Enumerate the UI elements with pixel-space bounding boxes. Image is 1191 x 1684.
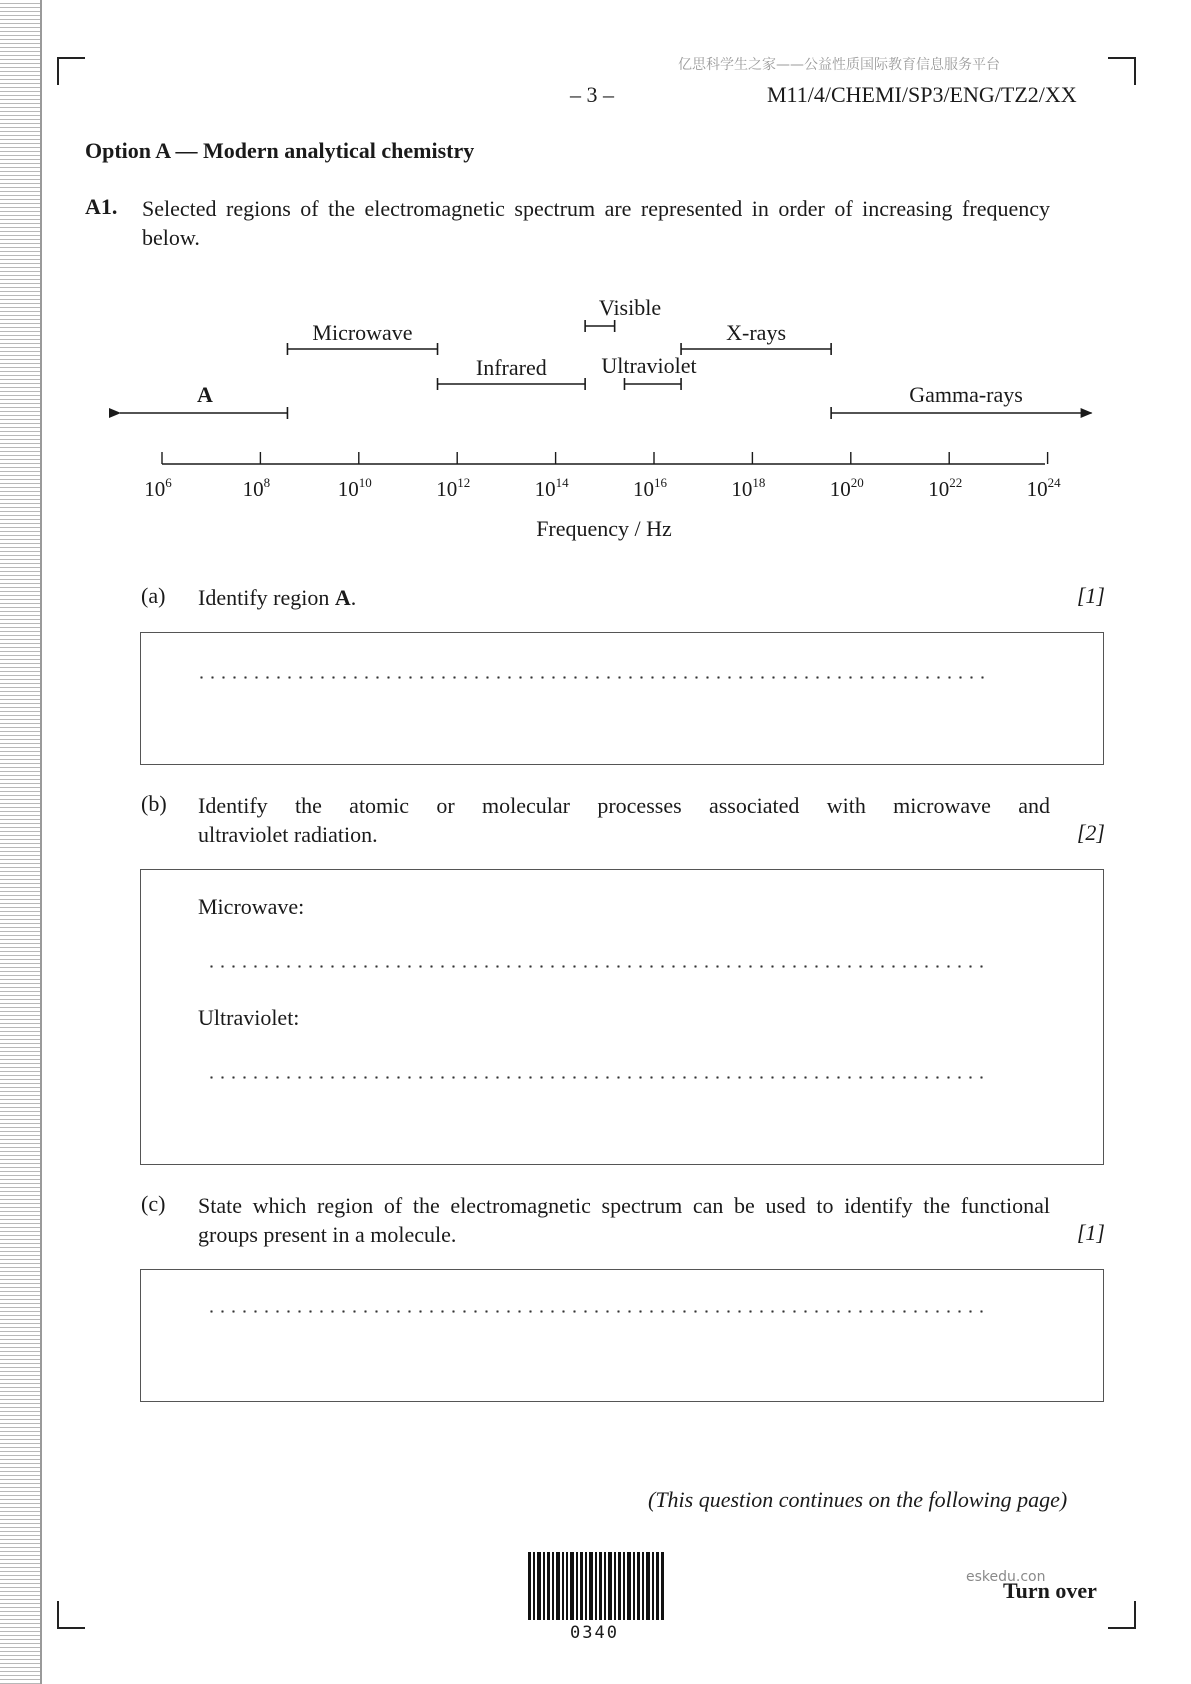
tick-label-24: $10^{24}$ — [1026, 475, 1061, 501]
barcode — [528, 1552, 664, 1622]
tick-label-14: $10^{14}$ — [534, 475, 569, 501]
tick-label-12: $10^{12}$ — [436, 475, 471, 501]
microwave-answer-line[interactable] — [206, 965, 986, 968]
part-a-text — [198, 583, 1050, 612]
document-code: M11/4/CHEMI/SP3/ENG/TZ2/XX — [767, 82, 1077, 107]
part-c-text-line2: groups present in a molecule. — [198, 1222, 457, 1247]
spectrum-diagram — [0, 280, 1191, 550]
region-ultraviolet-label: Ultraviolet — [601, 353, 697, 378]
frequency-axis-label: Frequency / Hz — [536, 516, 672, 541]
part-c-label: (c) — [141, 1191, 166, 1216]
watermark-top: 亿思科学生之家——公益性质国际教育信息服务平台 — [678, 57, 1000, 73]
part-a-answer-line[interactable] — [196, 676, 986, 679]
frequency-axis-ticks — [144, 452, 1061, 501]
part-c-text-line1: State which region of the electromagnetic spectrum can be used to identify the functional — [198, 1193, 1050, 1218]
region-visible-label: Visible — [598, 295, 662, 320]
ultraviolet-field-label: Ultraviolet: — [198, 1005, 300, 1030]
watermark-bottom: eskedu.con — [966, 1569, 1046, 1585]
part-b-text — [198, 791, 1050, 849]
part-c-text — [198, 1191, 1050, 1249]
part-c-answer-line[interactable] — [206, 1310, 986, 1313]
tick-label-18: $10^{18}$ — [731, 475, 766, 501]
region-infrared-label: Infrared — [475, 355, 547, 380]
tick-label-8: $10^8$ — [242, 475, 271, 501]
option-title: Option A — Modern analytical chemistry — [85, 138, 475, 163]
part-c-answer-box[interactable] — [140, 1269, 1104, 1402]
question-text: Selected regions of the electromagnetic spectrum are represented in order of increasing frequency below. — [142, 196, 1050, 250]
part-a-text-bold: A — [334, 585, 351, 610]
part-b-label: (b) — [141, 791, 167, 816]
tick-label-22: $10^{22}$ — [928, 475, 963, 501]
page-number: – 3 – — [570, 82, 614, 107]
part-c-marks: [1] — [1076, 1220, 1105, 1245]
part-a-text-suffix: . — [350, 585, 357, 610]
part-b-answer-box[interactable] — [140, 869, 1104, 1165]
part-b-text-line2: ultraviolet radiation. — [198, 822, 378, 847]
tick-label-6: $10^6$ — [144, 475, 172, 501]
ultraviolet-answer-line[interactable] — [206, 1076, 986, 1079]
microwave-field-label: Microwave: — [198, 894, 305, 919]
part-a-answer-box[interactable] — [140, 632, 1104, 765]
part-b-marks: [2] — [1076, 820, 1105, 845]
crop-mark-bottom-left — [57, 1601, 85, 1629]
crop-mark-bottom-right — [1108, 1601, 1136, 1629]
tick-label-16: $10^{16}$ — [633, 475, 667, 501]
part-b-text-line1: Identify the atomic or molecular processes associated with microwave and — [198, 793, 1050, 818]
region-xrays-label: X-rays — [726, 320, 787, 345]
binding-strip — [0, 0, 42, 1684]
tick-label-10: $10^{10}$ — [337, 475, 372, 501]
part-a-label: (a) — [141, 583, 166, 608]
part-a-marks: [1] — [1076, 583, 1105, 608]
part-a-text-prefix: Identify region — [198, 585, 335, 610]
crop-mark-top-right — [1108, 57, 1136, 85]
region-microwave-label: Microwave — [312, 320, 413, 345]
region-a-label: A — [197, 382, 213, 407]
turn-over-note: Turn over — [1003, 1578, 1097, 1603]
region-gamma-label: Gamma-rays — [909, 382, 1023, 407]
continue-note: (This question continues on the following page) — [648, 1487, 1068, 1512]
barcode-number: 0340 — [570, 1623, 619, 1643]
crop-mark-top-left — [57, 57, 85, 85]
question-number: A1. — [85, 194, 118, 219]
tick-label-20: $10^{20}$ — [829, 475, 864, 501]
